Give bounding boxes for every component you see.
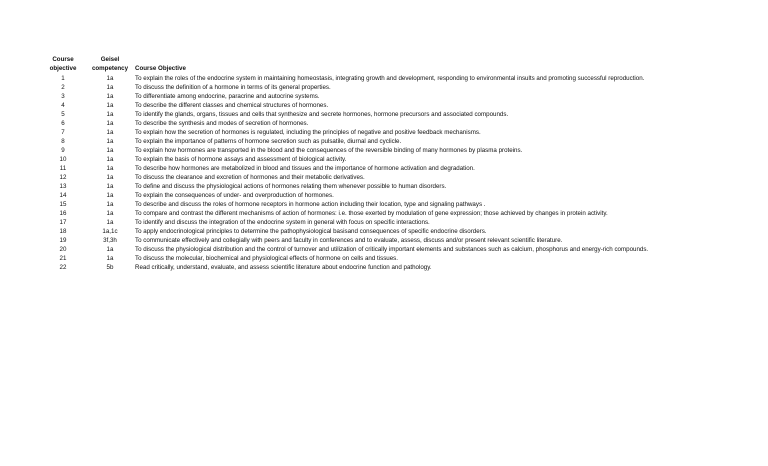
objective-text: To differentiate among endocrine, paracrine and autocrine systems. xyxy=(135,93,320,100)
table-row xyxy=(40,254,760,263)
table-row xyxy=(40,83,760,92)
objective-number: 6 xyxy=(61,120,65,127)
objective-number: 10 xyxy=(59,156,67,163)
table-row xyxy=(40,182,760,191)
objective-text: To explain the roles of the endocrine system in maintaining homeostasis, integrating growth and development, responding to environmental insults and promoting successful reproduction. xyxy=(135,75,645,82)
objective-text: To explain the importance of patterns of hormone secretion such as pulsatile, diurnal and cyclicle. xyxy=(135,138,402,145)
table-row xyxy=(40,164,760,173)
objective-number: 8 xyxy=(61,138,65,145)
table-row xyxy=(40,227,760,236)
objective-text: Read critically, understand, evaluate, and assess scientific literature about endocrine function and pathology. xyxy=(135,264,432,271)
objective-text: To explain how hormones are transported in the blood and the consequences of the reversible binding of many hormones by plasma proteins. xyxy=(135,147,523,154)
competency-code: 3f,3h xyxy=(103,237,117,244)
objective-text: To describe the different classes and chemical structures of hormones. xyxy=(135,102,329,109)
objective-number: 1 xyxy=(61,75,65,82)
objective-text: To explain how the secretion of hormones is regulated, including the principles of negative and positive feedback mechanisms. xyxy=(135,129,481,136)
objectives-table xyxy=(40,55,760,272)
competency-code: 1a xyxy=(106,219,114,226)
course-objective-text-header: Course Objective xyxy=(135,65,186,72)
competency-code: 1a xyxy=(106,246,114,253)
competency-code: 1a xyxy=(106,138,114,145)
table-row xyxy=(40,200,760,209)
table-row xyxy=(40,263,760,272)
objective-text: To discuss the clearance and excretion of hormones and their metabolic derivatives. xyxy=(135,174,365,181)
objective-number: 12 xyxy=(59,174,67,181)
table-row xyxy=(40,74,760,83)
table-row xyxy=(40,128,760,137)
competency-code: 1a xyxy=(106,120,114,127)
competency-code: 1a xyxy=(106,129,114,136)
objective-number: 2 xyxy=(61,84,65,91)
objective-number: 22 xyxy=(59,264,67,271)
competency-code: 1a xyxy=(106,75,114,82)
table-body xyxy=(40,74,760,272)
table-row xyxy=(40,146,760,155)
objective-number: 11 xyxy=(59,165,67,172)
objective-text: To discuss the definition of a hormone in terms of its general properties. xyxy=(135,84,331,91)
objective-text: To define and discuss the physiological actions of hormones relating them whenever possible to human disorders. xyxy=(135,183,447,190)
table-row xyxy=(40,209,760,218)
objective-number: 13 xyxy=(59,183,67,190)
objective-text: To describe the synthesis and modes of secretion of hormones. xyxy=(135,120,309,127)
objective-number: 3 xyxy=(61,93,65,100)
competency-code: 1a xyxy=(106,102,114,109)
objective-number: 5 xyxy=(61,111,65,118)
competency-code: 5b xyxy=(106,264,114,271)
table-row xyxy=(40,101,760,110)
objective-number: 17 xyxy=(59,219,67,226)
objective-number: 4 xyxy=(61,102,65,109)
competency-code: 1a xyxy=(106,192,114,199)
table-row xyxy=(40,191,760,200)
objective-text: To compare and contrast the different mechanisms of action of hormones: i.e. those exerted by modulation of gene expression; those achieved by changes in protein activity. xyxy=(135,210,608,217)
objective-number: 9 xyxy=(61,147,65,154)
objective-text: To describe and discuss the roles of hormone receptors in hormone action including their location, type and signaling pathways . xyxy=(135,201,486,208)
geisel-competency-header: Geisel competency xyxy=(91,56,129,72)
objective-number: 16 xyxy=(59,210,67,217)
competency-code: 1a xyxy=(106,147,114,154)
competency-code: 1a xyxy=(106,156,114,163)
table-row xyxy=(40,137,760,146)
objective-number: 21 xyxy=(59,255,67,262)
table-row xyxy=(40,155,760,164)
table-row xyxy=(40,110,760,119)
competency-code: 1a xyxy=(106,93,114,100)
competency-code: 1a xyxy=(106,165,114,172)
table-row xyxy=(40,245,760,254)
objective-text: To discuss the physiological distribution and the control of turnover and utilization of critically important elements and substances such as calcium, phosphorus and energy-rich compounds. xyxy=(135,246,649,253)
table-row xyxy=(40,218,760,227)
table-row xyxy=(40,173,760,182)
table-row xyxy=(40,236,760,245)
competency-code: 1a xyxy=(106,183,114,190)
objective-text: To identify and discuss the integration of the endocrine system in general with focus on specific interactions. xyxy=(135,219,430,226)
competency-code: 1a xyxy=(106,255,114,262)
objective-number: 19 xyxy=(59,237,67,244)
table-row xyxy=(40,92,760,101)
table-row xyxy=(40,119,760,128)
objective-text: To describe how hormones are metabolized in blood and tissues and the importance of hormone activation and degradation. xyxy=(135,165,475,172)
objective-number: 18 xyxy=(59,228,67,235)
competency-code: 1a xyxy=(106,210,114,217)
competency-code: 1a xyxy=(106,174,114,181)
objective-text: To explain the basis of hormone assays and assessment of biological activity. xyxy=(135,156,347,163)
objective-text: To discuss the molecular, biochemical and physiological effects of hormone on cells and tissues. xyxy=(135,255,398,262)
competency-code: 1a xyxy=(106,201,114,208)
objective-number: 7 xyxy=(61,129,65,136)
table-header xyxy=(40,55,760,73)
competency-code: 1a xyxy=(106,111,114,118)
objective-text: To apply endocrinological principles to determine the pathophysiological basisand consequences of specific endocrine disorders. xyxy=(135,228,487,235)
objective-number: 14 xyxy=(59,192,67,199)
competency-code: 1a xyxy=(106,84,114,91)
objective-text: To explain the consequences of under- and overproduction of hormones. xyxy=(135,192,334,199)
objective-number: 15 xyxy=(59,201,67,208)
objective-text: To identify the glands, organs, tissues and cells that synthesize and secrete hormones, hormone precursors and associated compounds. xyxy=(135,111,509,118)
competency-code: 1a,1c xyxy=(102,228,118,235)
course-objective-header: Course objective xyxy=(49,56,77,72)
objective-text: To communicate effectively and collegially with peers and faculty in conferences and to evaluate, assess, discuss and/or present relevant scientific literature. xyxy=(135,237,563,244)
objective-number: 20 xyxy=(59,246,67,253)
